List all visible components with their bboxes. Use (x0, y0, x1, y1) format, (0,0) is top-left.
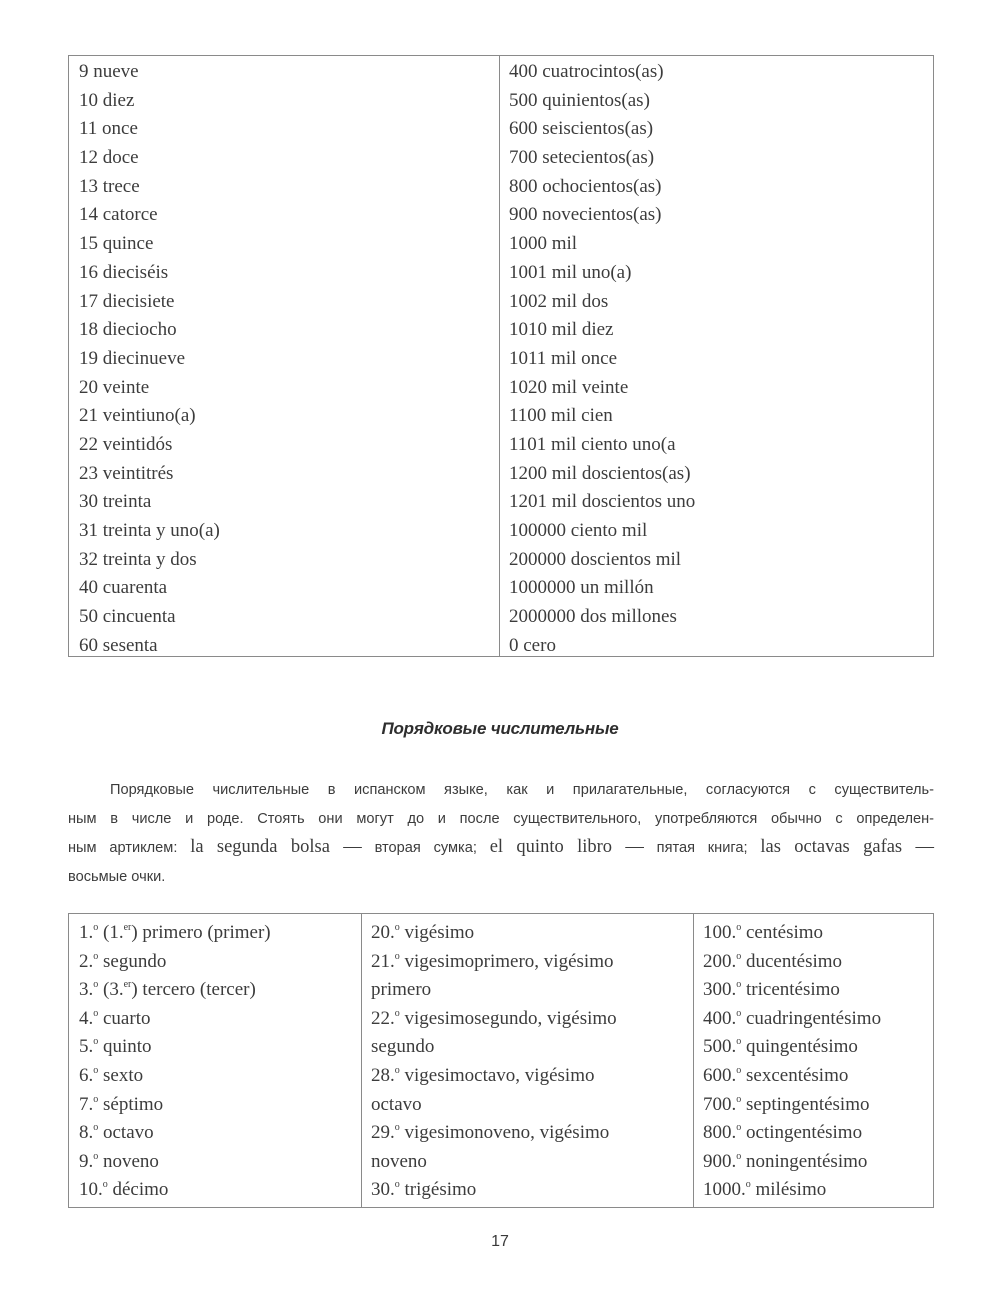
table-cell (79, 1033, 361, 1062)
table-cell (371, 919, 693, 948)
ordinal-indicator: o (394, 1122, 400, 1134)
table-cell: 30 treinta (79, 491, 152, 513)
cardinal-right-column (500, 56, 933, 656)
ordinal-column-2 (362, 914, 694, 1207)
spanish-example: el quinto libro — (489, 837, 644, 857)
table-cell (703, 948, 933, 977)
ordinal-number: 28. (371, 1064, 395, 1086)
ordinal-number: 4. (79, 1007, 94, 1029)
table-cell: 10 diez (79, 89, 135, 111)
ordinal-number: 700. (703, 1093, 737, 1115)
page-number: 17 (491, 1233, 509, 1250)
ordinal-number: 21. (371, 950, 395, 972)
ordinal-word: sexto (98, 1064, 144, 1086)
ordinal-indicator: o (93, 1007, 99, 1019)
ordinal-word: quingentésimo (741, 1036, 858, 1058)
ordinal-number: 5. (79, 1036, 94, 1058)
paragraph-text: пятая книга; (643, 840, 761, 856)
table-cell: 900 novecientos(as) (509, 204, 662, 226)
table-cell: 1001 mil uno(a) (509, 261, 632, 283)
table-cell (703, 1148, 933, 1177)
table-cell: 13 trece (79, 175, 140, 197)
ordinal-word: octavo (98, 1122, 154, 1144)
ordinal-word: septingentésimo (741, 1093, 870, 1115)
table-cell: 21 veintiuno(a) (79, 405, 196, 427)
table-cell: 22 veintidós (79, 433, 173, 455)
paragraph-line: ным в числе и роде. Стоять они могут до и после существительного, употребляются обычно с определен- (68, 810, 934, 827)
table-cell (703, 976, 933, 1005)
table-cell (79, 1062, 361, 1091)
table-cell-continuation: noveno (371, 1150, 427, 1172)
ordinal-number: 2. (79, 950, 94, 972)
ordinal-word: vigesimosegundo, vigésimo (399, 1007, 617, 1029)
ordinal-indicator: o (93, 1122, 99, 1134)
paragraph-line (68, 833, 934, 863)
ordinal-number: 200. (703, 950, 737, 972)
table-cell: 19 diecinueve (79, 347, 186, 369)
table-cell (371, 1062, 693, 1091)
ordinal-number: 1. (79, 922, 94, 943)
ordinal-indicator: o (102, 1179, 108, 1191)
ordinal-word: milésimo (750, 1179, 827, 1201)
ordinal-word: séptimo (98, 1093, 164, 1115)
ordinal-numbers-table (68, 913, 934, 1208)
table-cell (371, 1176, 693, 1205)
ordinal-indicator: o (736, 950, 742, 962)
table-cell (79, 919, 361, 948)
cardinal-numbers-table (68, 55, 934, 657)
ordinal-indicator: o (736, 1036, 742, 1048)
paragraph-line: Порядковые числительные в испанском языке, как и прилагательные, согласуются с существитель- (110, 782, 934, 798)
spanish-example: la segunda bolsa — (190, 837, 362, 857)
ordinal-indicator: o (736, 1064, 742, 1076)
ordinal-word: vigesimoprimero, vigésimo (399, 950, 614, 972)
table-cell (371, 948, 693, 977)
paragraph-text: ным артиклем: (68, 840, 191, 856)
table-cell: 20 veinte (79, 376, 150, 398)
table-cell: 11 once (79, 118, 138, 140)
table-cell-continuation: segundo (371, 1036, 435, 1058)
table-cell: 1011 mil once (509, 347, 617, 369)
ordinal-indicator: o (394, 950, 400, 962)
ordinal-word: sexcentésimo (741, 1064, 849, 1086)
ordinal-indicator: o (736, 979, 742, 991)
ordinal-indicator: o (93, 922, 99, 933)
table-cell-continuation: octavo (371, 1093, 422, 1115)
table-cell: 2000000 dos millones (509, 606, 677, 628)
ordinal-word: noningentésimo (741, 1150, 868, 1172)
ordinal-word: décimo (107, 1179, 169, 1201)
table-cell: 100000 ciento mil (509, 520, 648, 541)
ordinal-indicator: o (93, 1150, 99, 1162)
table-cell: 16 dieciséis (79, 261, 169, 283)
table-cell: 14 catorce (79, 204, 158, 226)
ordinal-word: cuarto (98, 1007, 151, 1029)
ordinal-word: quinto (98, 1036, 152, 1058)
ordinal-number: 100. (703, 922, 737, 943)
ordinal-number: 10. (79, 1179, 103, 1201)
ordinal-word: trigésimo (399, 1179, 477, 1201)
ordinal-word: vigesimoctavo, vigésimo (399, 1064, 595, 1086)
ordinal-indicator: o (736, 1122, 742, 1134)
table-cell (79, 1091, 361, 1120)
table-cell: 500 quinientos(as) (509, 89, 650, 111)
ordinal-word: ) tercero (tercer) (131, 979, 256, 1001)
table-cell (703, 1033, 933, 1062)
table-cell (703, 1005, 933, 1034)
ordinal-number: 30. (371, 1179, 395, 1201)
table-cell: 9 nueve (79, 61, 139, 82)
table-cell (79, 1119, 361, 1148)
ordinal-indicator: o (736, 1007, 742, 1019)
ordinal-indicator: o (736, 1150, 742, 1162)
table-cell-continuation: primero (371, 979, 432, 1001)
table-cell: 32 treinta y dos (79, 548, 197, 570)
table-cell: 1000 mil (509, 233, 578, 255)
table-cell (79, 976, 361, 1005)
ordinal-word: noveno (98, 1150, 159, 1172)
table-cell: 1002 mil dos (509, 290, 609, 312)
table-cell (703, 1091, 933, 1120)
ordinal-indicator: o (745, 1179, 751, 1191)
ordinal-number: 20. (371, 922, 395, 943)
table-cell: 50 cincuenta (79, 606, 176, 628)
table-cell: 18 dieciocho (79, 319, 177, 341)
ordinal-word: vigésimo (399, 922, 475, 943)
ordinal-indicator: o (93, 1064, 99, 1076)
ordinal-word: centésimo (741, 922, 824, 943)
ordinal-word: tricentésimo (741, 979, 840, 1001)
ordinal-indicator: o (394, 1179, 400, 1191)
ordinal-number: 600. (703, 1064, 737, 1086)
ordinal-alt-number: (3. (98, 979, 124, 1001)
table-cell: 12 doce (79, 147, 139, 169)
ordinal-number: 9. (79, 1150, 94, 1172)
table-cell (703, 919, 933, 948)
table-cell: 200000 doscientos mil (509, 548, 682, 570)
ordinal-indicator: er (123, 979, 132, 991)
table-cell: 800 ochocientos(as) (509, 175, 662, 197)
ordinal-indicator: er (123, 922, 132, 933)
table-cell: 40 cuarenta (79, 577, 168, 599)
ordinal-word: ) primero (primer) (131, 922, 271, 943)
ordinal-number: 500. (703, 1036, 737, 1058)
paragraph-line: восьмые очки. (68, 868, 166, 885)
table-cell: 15 quince (79, 233, 154, 255)
ordinal-indicator: o (736, 922, 742, 933)
ordinal-number: 22. (371, 1007, 395, 1029)
table-cell (703, 1176, 933, 1205)
table-cell: 23 veintitrés (79, 462, 174, 484)
table-cell: 1010 mil diez (509, 319, 614, 341)
cardinal-left-column (69, 56, 500, 656)
table-cell (79, 1005, 361, 1034)
section-paragraph (68, 776, 934, 891)
table-cell (703, 1119, 933, 1148)
paragraph-text: вторая сумка; (361, 840, 490, 856)
table-cell: 1000000 un millón (509, 577, 654, 599)
ordinal-number: 6. (79, 1064, 94, 1086)
ordinal-indicator: o (93, 1036, 99, 1048)
ordinal-indicator: o (736, 1093, 742, 1105)
ordinal-indicator: o (394, 1064, 400, 1076)
section-title: Порядковые числительные (381, 719, 619, 738)
table-cell (79, 1148, 361, 1177)
ordinal-indicator: o (93, 950, 99, 962)
table-cell: 1201 mil doscientos uno (509, 491, 696, 513)
table-cell: 60 sesenta (79, 634, 158, 656)
table-cell: 1200 mil doscientos(as) (509, 462, 691, 484)
ordinal-indicator: o (93, 979, 99, 991)
table-cell: 1101 mil ciento uno(a (509, 433, 676, 455)
ordinal-word: cuadringentésimo (741, 1007, 882, 1029)
table-cell: 17 diecisiete (79, 290, 175, 312)
table-cell: 1100 mil cien (509, 405, 613, 427)
ordinal-number: 400. (703, 1007, 737, 1029)
ordinal-number: 800. (703, 1122, 737, 1144)
ordinal-number: 29. (371, 1122, 395, 1144)
ordinal-column-3 (694, 914, 933, 1207)
ordinal-number: 1000. (703, 1179, 746, 1201)
table-cell: 31 treinta y uno(a) (79, 520, 220, 541)
ordinal-column-1 (69, 914, 362, 1207)
ordinal-word: segundo (98, 950, 167, 972)
table-cell (703, 1062, 933, 1091)
table-cell: 600 seiscientos(as) (509, 118, 654, 140)
table-cell (371, 1119, 693, 1148)
ordinal-indicator: o (394, 1007, 400, 1019)
ordinal-alt-number: (1. (98, 922, 124, 943)
ordinal-word: octingentésimo (741, 1122, 863, 1144)
table-cell (371, 1005, 693, 1034)
ordinal-word: vigesimonoveno, vigésimo (399, 1122, 610, 1144)
ordinal-number: 900. (703, 1150, 737, 1172)
table-cell: 1020 mil veinte (509, 376, 629, 398)
table-cell: 0 cero (509, 634, 556, 656)
ordinal-number: 3. (79, 979, 94, 1001)
ordinal-number: 300. (703, 979, 737, 1001)
ordinal-word: ducentésimo (741, 950, 843, 972)
table-cell: 700 setecientos(as) (509, 147, 655, 169)
table-cell (79, 1176, 361, 1205)
spanish-example: las octavas gafas — (760, 837, 934, 857)
ordinal-number: 8. (79, 1122, 94, 1144)
ordinal-number: 7. (79, 1093, 94, 1115)
ordinal-indicator: o (93, 1093, 99, 1105)
table-cell (79, 948, 361, 977)
ordinal-indicator: o (394, 922, 400, 933)
table-cell: 400 cuatrocintos(as) (509, 61, 664, 82)
